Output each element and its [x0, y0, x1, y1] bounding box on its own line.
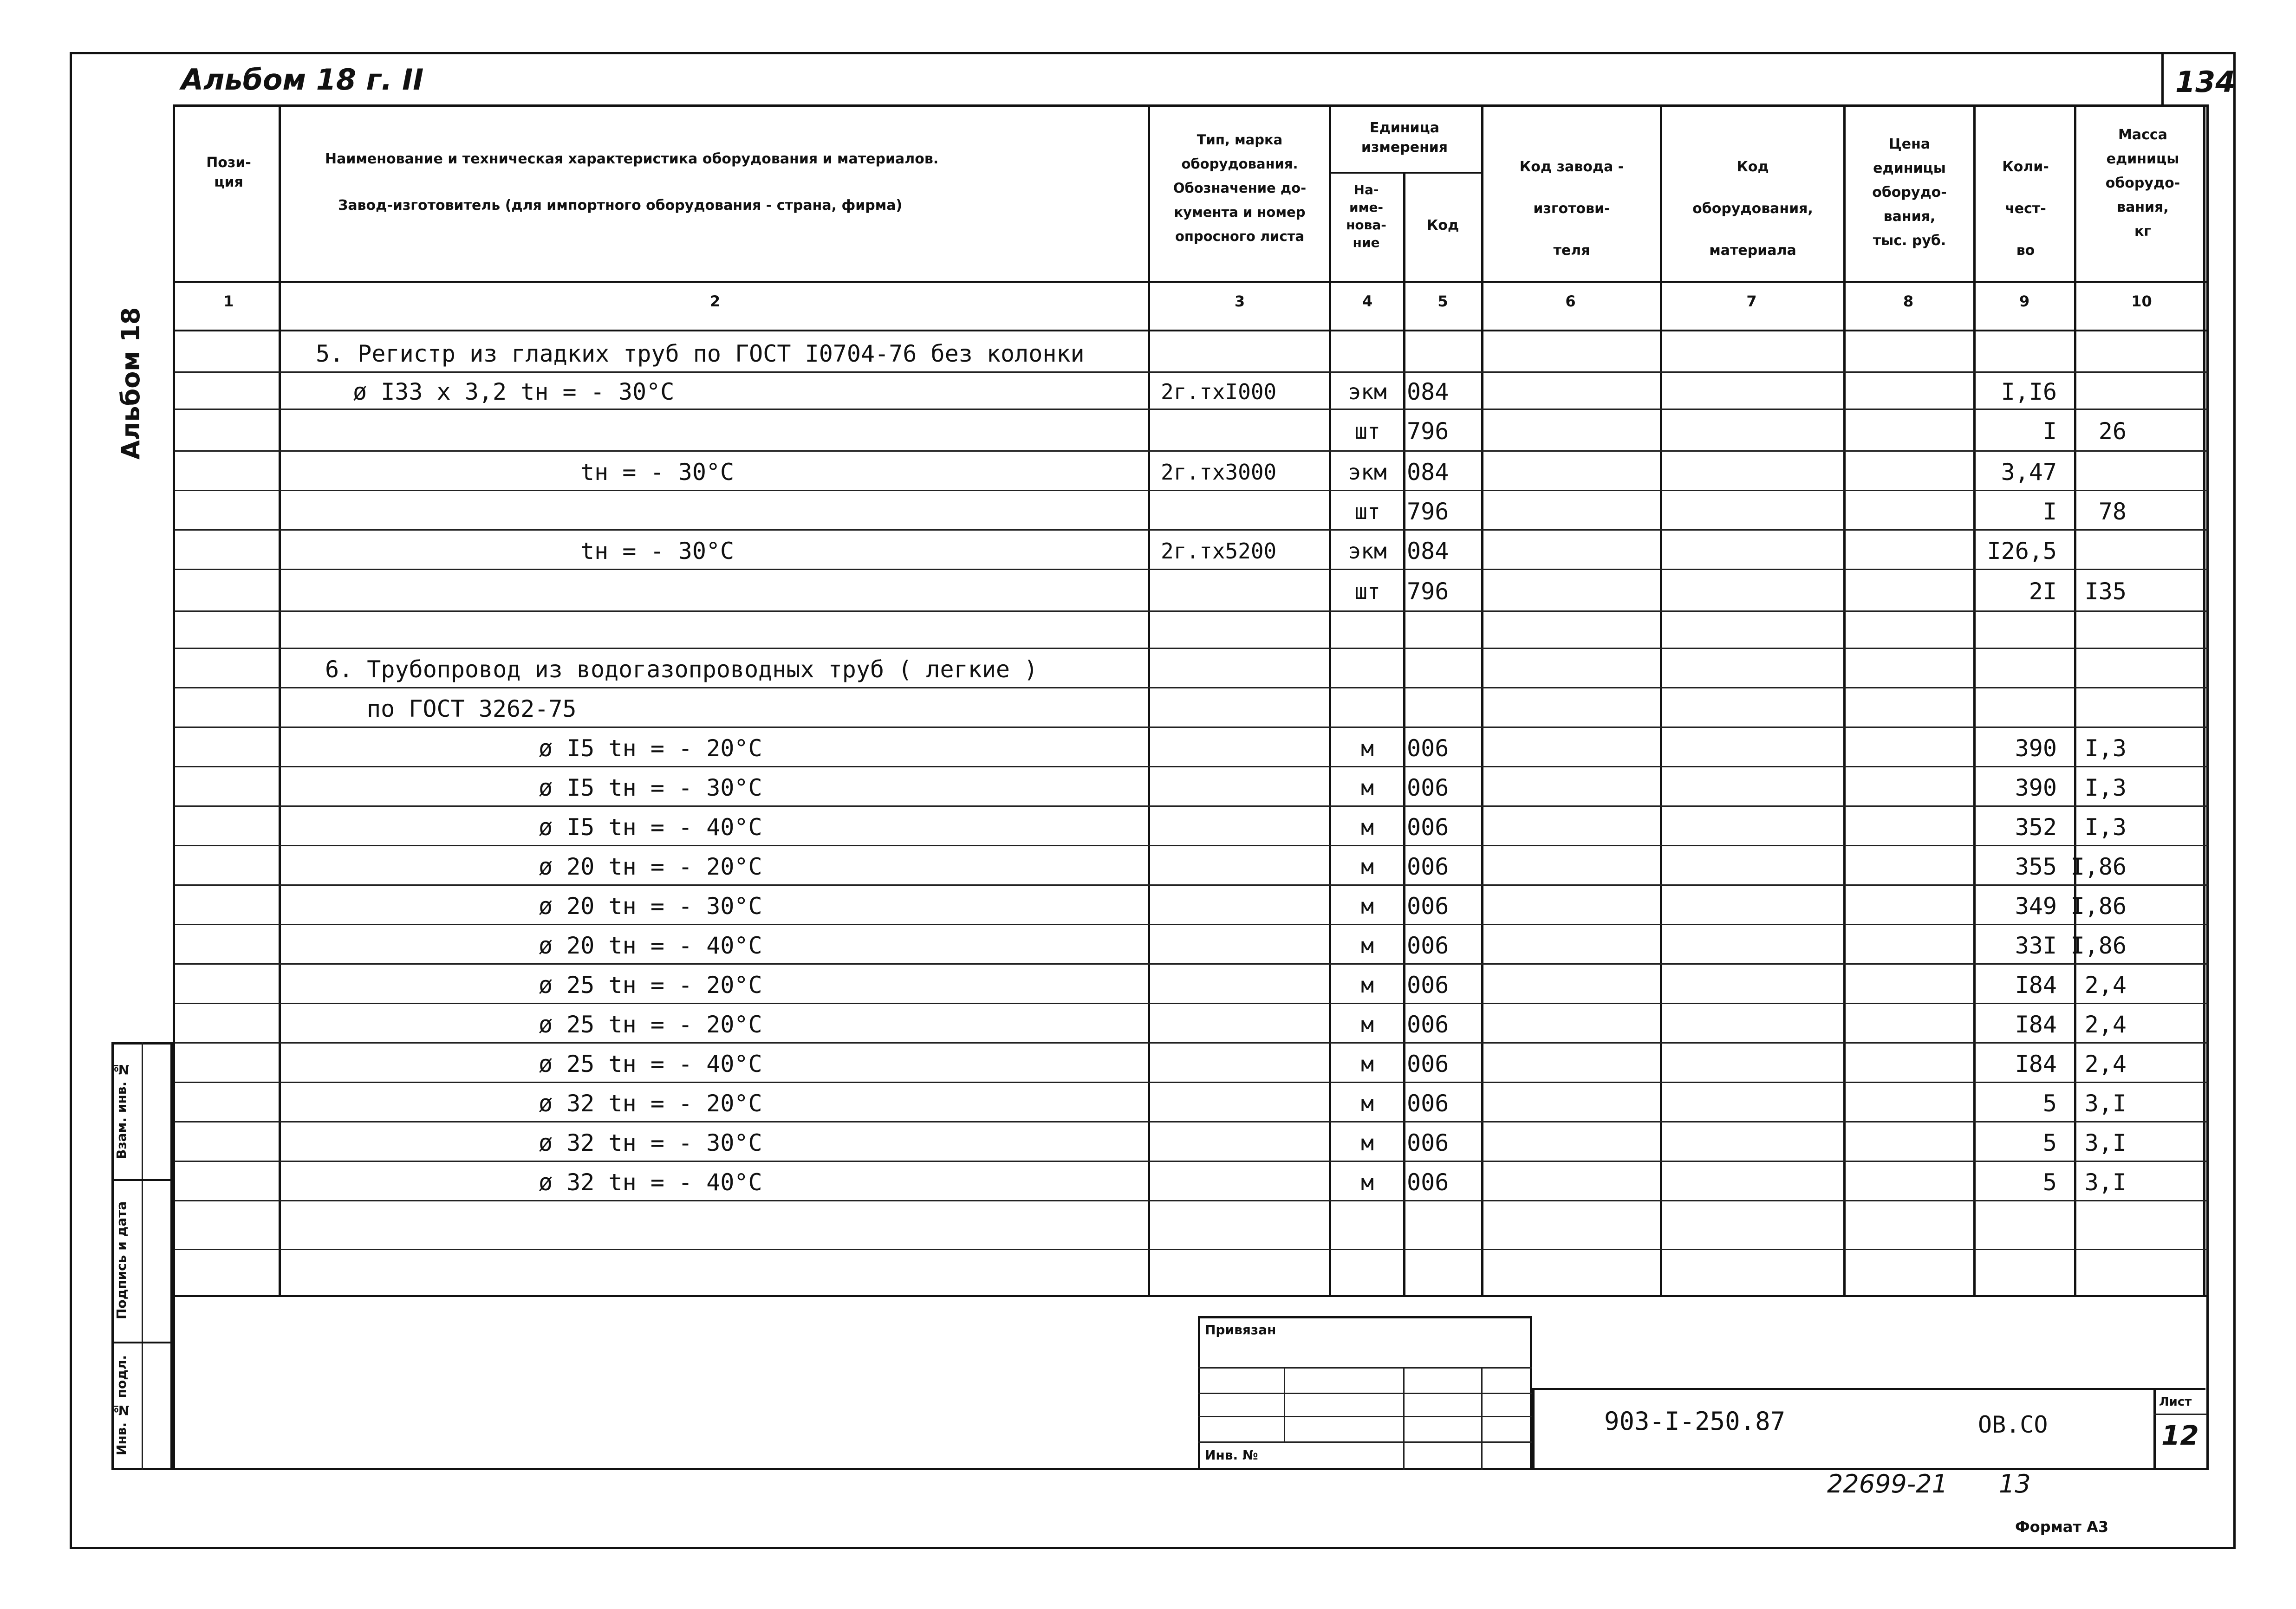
row-mass: I,3 — [2084, 814, 2127, 841]
row-type: 2г.тх5200 — [1161, 538, 1277, 564]
side-stamp-inv-vzam: Взам. инв. № — [114, 1062, 129, 1160]
row-qty: I — [2042, 418, 2057, 445]
doc-code: 903-I-250.87 — [1604, 1407, 1786, 1436]
side-stamp-divider — [142, 1042, 143, 1470]
col2-header-line1: Наименование и техническая характеристика оборудования и материалов. — [325, 151, 939, 167]
row-name: ø 25 tн = - 20°C — [539, 972, 762, 999]
row-code: 006 — [1407, 774, 1449, 801]
row-mass: 2,4 — [2084, 1051, 2127, 1077]
grid-h-header-bottom — [175, 281, 2208, 283]
row-qty: 3,47 — [2001, 459, 2057, 486]
col-number-8: 8 — [1903, 292, 1914, 310]
row-code: 006 — [1407, 893, 1449, 920]
row-mass: 78 — [2098, 498, 2127, 525]
row-name: ø I33 x 3,2 tн = - 30°C — [353, 378, 675, 405]
row-mass: I,86 — [2070, 853, 2127, 880]
row-qty: I84 — [2015, 972, 2057, 999]
row-unit: м — [1361, 1091, 1374, 1116]
row-name: tн = - 30°C — [580, 538, 735, 564]
row-unit: м — [1361, 815, 1374, 840]
table-row — [0, 845, 2296, 884]
row-code: 006 — [1407, 735, 1449, 762]
row-mass: I35 — [2084, 578, 2127, 605]
col-number-5: 5 — [1437, 292, 1448, 310]
row-name: ø 32 tн = - 40°C — [539, 1169, 762, 1196]
row-unit: м — [1361, 1012, 1374, 1037]
col-number-2: 2 — [709, 292, 721, 310]
table-row — [0, 805, 2296, 845]
row-code: 796 — [1407, 498, 1449, 525]
row-code: 006 — [1407, 853, 1449, 880]
row-mass: I,3 — [2084, 735, 2127, 762]
row-unit: м — [1361, 933, 1374, 958]
table-row — [0, 490, 2296, 529]
col-number-3: 3 — [1234, 292, 1245, 310]
row-qty: 390 — [2015, 735, 2057, 762]
table-row — [0, 1042, 2296, 1082]
table-row — [0, 1161, 2296, 1200]
table-row — [0, 1121, 2296, 1161]
sheet-label: Лист — [2159, 1395, 2192, 1409]
sheet-number-divider — [2161, 52, 2164, 107]
col1-header: Пози- ция — [206, 155, 251, 190]
col-number-1: 1 — [223, 292, 234, 310]
row-qty: I84 — [2015, 1011, 2057, 1038]
row-code: 084 — [1407, 538, 1449, 564]
row-name: ø 20 tн = - 30°C — [539, 893, 762, 920]
table-row — [0, 924, 2296, 963]
row-qty: I26,5 — [1987, 538, 2057, 564]
order-sheet: 13 — [1999, 1469, 2031, 1499]
row-unit: шт — [1354, 499, 1380, 524]
sheet-cell-left — [2153, 1388, 2156, 1470]
sheet-number: 134 — [2175, 65, 2236, 99]
row-code: 006 — [1407, 1011, 1449, 1038]
table-row — [0, 371, 2296, 409]
row-qty: I,I6 — [2001, 378, 2057, 405]
table-row — [0, 529, 2296, 569]
row-name: ø 32 tн = - 30°C — [539, 1129, 762, 1156]
row-code: 796 — [1407, 418, 1449, 445]
side-stamp-line-1 — [111, 1179, 173, 1181]
col2-header-line2: Завод-изготовитель (для импортного оборудования - страна, фирма) — [338, 197, 903, 214]
col3-header: Тип, марка оборудования. Обозначение до- кумента и номер опросного листа — [1173, 132, 1307, 244]
row-mass: 2,4 — [2084, 972, 2127, 999]
privyazan-v-1 — [1284, 1367, 1285, 1441]
table-row — [0, 766, 2296, 805]
table-row — [0, 648, 2296, 687]
table-row — [0, 332, 2296, 371]
table-row — [0, 1082, 2296, 1121]
col-number-6: 6 — [1565, 292, 1576, 310]
order-number: 22699-21 — [1827, 1469, 1948, 1499]
row-mass: I,86 — [2070, 932, 2127, 959]
row-unit: м — [1361, 973, 1374, 998]
table-row — [0, 1249, 2296, 1295]
table-row — [0, 569, 2296, 610]
row-name: ø 32 tн = - 20°C — [539, 1090, 762, 1117]
row-name: по ГОСТ 3262-75 — [367, 695, 577, 722]
title-block-left — [1532, 1388, 1535, 1470]
row-code: 006 — [1407, 1090, 1449, 1117]
col9-header: Коли- чест- во — [2002, 159, 2049, 259]
mark-code: ОВ.СО — [1978, 1411, 2048, 1438]
side-stamp-podpis: Подпись и дата — [114, 1201, 129, 1320]
row-qty: 33I — [2015, 932, 2057, 959]
grid-h-colnum-bottom — [175, 330, 2208, 331]
format-label: Формат А3 — [2015, 1518, 2109, 1536]
row-unit: м — [1361, 1051, 1374, 1077]
row-mass: 2,4 — [2084, 1011, 2127, 1038]
row-unit: м — [1361, 894, 1374, 919]
row-name: ø 25 tн = - 40°C — [539, 1051, 762, 1077]
side-album-label: Альбом 18 — [116, 307, 145, 460]
row-name: ø 20 tн = - 20°C — [539, 853, 762, 880]
row-code: 006 — [1407, 1129, 1449, 1156]
row-unit: м — [1361, 736, 1374, 761]
side-stamp-line-2 — [111, 1342, 173, 1343]
row-qty: 349 — [2015, 893, 2057, 920]
row-qty: 355 — [2015, 853, 2057, 880]
row-qty: 5 — [2042, 1169, 2057, 1196]
row-qty: 5 — [2042, 1129, 2057, 1156]
row-mass: I,3 — [2084, 774, 2127, 801]
row-code: 796 — [1407, 578, 1449, 605]
row-mass: 3,I — [2084, 1129, 2127, 1156]
col-number-4: 4 — [1362, 292, 1373, 310]
row-qty: 2I — [2029, 578, 2057, 605]
row-unit: м — [1361, 1130, 1374, 1155]
row-code: 084 — [1407, 378, 1449, 405]
inv-no-label: Инв. № — [1205, 1447, 1258, 1463]
row-name: ø 20 tн = - 40°C — [539, 932, 762, 959]
row-qty: I84 — [2015, 1051, 2057, 1077]
row-unit: м — [1361, 1170, 1374, 1195]
table-row — [0, 450, 2296, 490]
title-block-top — [1532, 1388, 2205, 1390]
row-code: 006 — [1407, 1169, 1449, 1196]
table-row — [0, 1200, 2296, 1249]
row-name: ø 25 tн = - 20°C — [539, 1011, 762, 1038]
sheet-cell-divider — [2153, 1414, 2207, 1415]
row-unit: шт — [1354, 419, 1380, 444]
row-mass: 3,I — [2084, 1090, 2127, 1117]
row-code: 006 — [1407, 1051, 1449, 1077]
col10-header: Масса единицы оборудо- вания, кг — [2105, 127, 2180, 240]
row-code: 006 — [1407, 814, 1449, 841]
row-qty: 5 — [2042, 1090, 2057, 1117]
row-qty: I — [2042, 498, 2057, 525]
table-row — [0, 687, 2296, 727]
row-type: 2г.тх3000 — [1161, 460, 1277, 485]
row-name: 6. Трубопровод из водогазопроводных труб ( легкие ) — [325, 656, 1038, 683]
row-name: ø I5 tн = - 40°C — [539, 814, 762, 841]
col45-header: Единица измерения — [1361, 120, 1448, 156]
side-stamp-inv-podl: Инв. № подл. — [114, 1355, 129, 1456]
album-label: Альбом 18 г. II — [181, 63, 424, 97]
table-row — [0, 409, 2296, 450]
col8-header: Цена единицы оборудо- вания, тыс. руб. — [1872, 136, 1947, 249]
row-name: ø I5 tн = - 20°C — [539, 735, 762, 762]
row-code: 084 — [1407, 459, 1449, 486]
row-unit: экм — [1348, 460, 1387, 485]
table-row — [0, 963, 2296, 1003]
col-number-7: 7 — [1746, 292, 1757, 310]
row-mass: 26 — [2098, 418, 2127, 445]
row-code: 006 — [1407, 932, 1449, 959]
col4-header: На- име- нова- ние — [1346, 182, 1386, 250]
table-row — [0, 610, 2296, 648]
privyazan-label: Привязан — [1205, 1322, 1276, 1337]
grid-h-table-bottom — [175, 1295, 2208, 1297]
row-name: tн = - 30°C — [580, 459, 735, 486]
row-name: 5. Регистр из гладких труб по ГОСТ I0704-76 без колонки — [316, 340, 1085, 367]
privyazan-v-3 — [1481, 1367, 1483, 1470]
row-qty: 352 — [2015, 814, 2057, 841]
sheet-value: 12 — [2161, 1420, 2199, 1451]
col-number-9: 9 — [2019, 292, 2030, 310]
row-type: 2г.тхI000 — [1161, 379, 1277, 404]
row-unit: м — [1361, 775, 1374, 800]
table-row — [0, 1003, 2296, 1042]
col-number-10: 10 — [2131, 292, 2152, 310]
table-row — [0, 884, 2296, 924]
row-code: 006 — [1407, 972, 1449, 999]
table-row — [0, 727, 2296, 766]
col7-header: Код оборудования, материала — [1692, 159, 1813, 259]
row-unit: экм — [1348, 379, 1387, 404]
row-mass: 3,I — [2084, 1169, 2127, 1196]
row-unit: шт — [1354, 579, 1380, 604]
row-qty: 390 — [2015, 774, 2057, 801]
col6-header: Код завода - изготови- теля — [1519, 159, 1624, 259]
row-mass: I,86 — [2070, 893, 2127, 920]
row-unit: экм — [1348, 538, 1387, 564]
grid-h-unit-split — [1329, 172, 1482, 174]
row-unit: м — [1361, 854, 1374, 879]
row-name: ø I5 tн = - 30°C — [539, 774, 762, 801]
col5-header: Код — [1426, 217, 1459, 234]
privyazan-v-2 — [1403, 1367, 1405, 1470]
